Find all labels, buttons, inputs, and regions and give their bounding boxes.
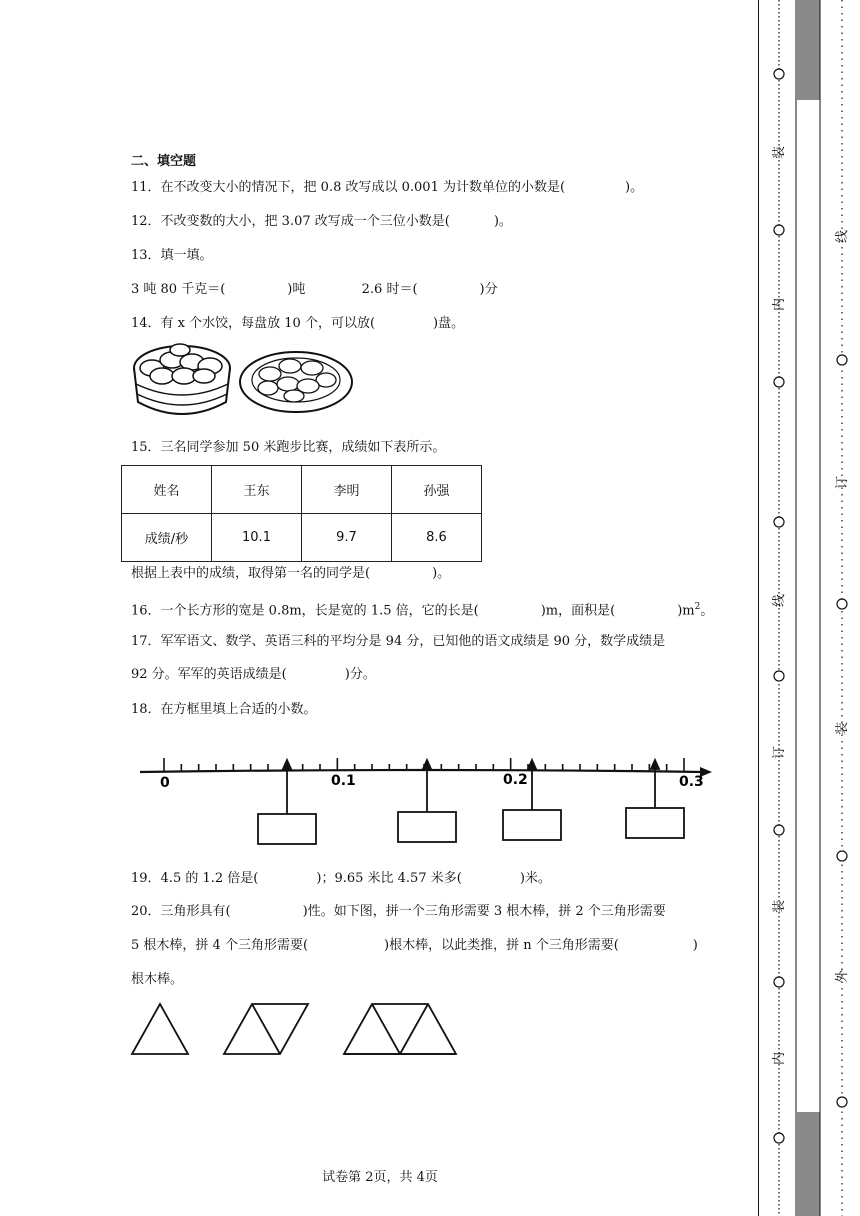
question-13-items	[131, 280, 498, 300]
q19-a: 4.5 的 1.2 倍是(	[160, 871, 259, 886]
tick-label-0: 0	[160, 775, 170, 791]
table-cell: 9.7	[302, 514, 392, 562]
question-18	[131, 700, 317, 720]
scores-table	[121, 465, 482, 562]
gray-bar-bottom	[796, 1112, 820, 1216]
q13-body: 填一填。	[160, 248, 213, 263]
question-20-line1	[131, 902, 666, 922]
table-cell: 李明	[302, 466, 392, 514]
binding-label: 内	[772, 1051, 787, 1065]
table-cell: 成绩/秒	[122, 514, 212, 562]
dumpling-plate-image	[238, 344, 356, 416]
gray-bar-top	[796, 0, 820, 100]
table-cell: 王东	[212, 466, 302, 514]
question-19	[131, 869, 551, 889]
binding-label: 装	[772, 145, 787, 159]
q14-num: 14．	[131, 316, 161, 331]
q20-line2a: 5 根木棒，拼 4 个三角形需要(	[131, 938, 309, 953]
q11-body: 在不改变大小的情况下，把 0.8 改写成以 0.001 为计数单位的小数是(	[160, 180, 566, 195]
q16-body: 一个长方形的宽是 0.8m，长是宽的 1.5 倍，它的长是(	[160, 603, 479, 619]
q20-line1: 20．三角形具有(	[131, 904, 231, 919]
table-row	[122, 466, 482, 514]
q16-end: )m	[677, 603, 695, 619]
q17-line2-post: )分。	[344, 667, 376, 682]
q13-b-pre: 2.6 时＝(	[361, 282, 418, 297]
q11-text: 11．	[131, 180, 161, 195]
q12-num: 12．	[131, 214, 161, 229]
number-line	[136, 740, 726, 850]
question-20-line3: 根木棒。	[131, 972, 184, 987]
binding-label: 订	[772, 745, 787, 759]
q16-sup: 2	[694, 602, 701, 612]
q16-num: 16．	[131, 603, 161, 619]
answer-box-2[interactable]	[398, 812, 456, 842]
question-14	[131, 314, 464, 334]
triangles-figure	[128, 1000, 468, 1060]
binding-label: 外	[835, 969, 850, 983]
binding-label: 线	[772, 593, 787, 607]
q17-line2-pre: 92 分。军军的英语成绩是(	[131, 667, 287, 682]
table-cell: 10.1	[212, 514, 302, 562]
binding-label: 装	[772, 899, 787, 913]
table-row	[122, 514, 482, 562]
q18-num: 18．	[131, 702, 161, 717]
answer-box-1[interactable]	[258, 814, 316, 844]
answer-box-3[interactable]	[503, 810, 561, 840]
q15-follow-end: )。	[432, 566, 451, 581]
q13-a-post: )吨	[287, 282, 306, 297]
q20-line1b: )性。如下图，拼一个三角形需要 3 根木棒，拼 2 个三角形需要	[302, 904, 666, 919]
binding-label: 线	[835, 229, 850, 243]
q16-tail: 。	[700, 603, 714, 619]
q16-mid: )m，面积是(	[540, 603, 616, 619]
binding-label: 内	[772, 297, 787, 311]
tick-label-0-2: 0.2	[503, 772, 528, 788]
q19-b: )；9.65 米比 4.57 米多(	[316, 871, 462, 886]
q11-end: )。	[625, 180, 644, 195]
q15-follow: 根据上表中的成绩，取得第一名的同学是(	[131, 566, 371, 581]
binding-label: 装	[835, 721, 850, 735]
q20-line2c: )	[692, 938, 698, 953]
question-12	[131, 212, 512, 232]
question-17-line1: 17．军军语文、数学、英语三科的平均分是 94 分，已知他的语文成绩是 90 分，数学成绩是	[131, 634, 666, 649]
q19-num: 19．	[131, 871, 161, 886]
table-cell: 姓名	[122, 466, 212, 514]
q18-body: 在方框里填上合适的小数。	[160, 702, 317, 717]
binding-label: 订	[835, 475, 850, 489]
question-16	[131, 597, 713, 621]
q14-body: 有 x 个水饺，每盘放 10 个，可以放(	[160, 316, 376, 331]
binding-margin	[758, 0, 860, 1216]
question-15	[131, 438, 445, 458]
table-cell: 孙强	[392, 466, 482, 514]
q15-body: 三名同学参加 50 米跑步比赛，成绩如下表所示。	[160, 440, 446, 455]
q12-end: )。	[493, 214, 512, 229]
dumpling-basket-image	[130, 340, 235, 422]
q19-c: )米。	[519, 871, 551, 886]
tick-label-0-3: 0.3	[679, 774, 704, 790]
q13-b-post: )分	[479, 282, 498, 297]
question-15-follow	[131, 564, 450, 584]
q13-num: 13．	[131, 248, 161, 263]
question-11	[131, 178, 643, 198]
q13-a-pre: 3 吨 80 千克＝(	[131, 282, 226, 297]
table-cell: 8.6	[392, 514, 482, 562]
q20-line2b: )根木棒，以此类推，拼 n 个三角形需要(	[384, 938, 619, 953]
q15-num: 15．	[131, 440, 161, 455]
page-footer: 试卷第 2页，共 4页	[322, 1170, 438, 1185]
tick-label-0-1: 0.1	[331, 773, 356, 789]
question-13	[131, 246, 213, 266]
q12-body: 不改变数的大小，把 3.07 改写成一个三位小数是(	[160, 214, 450, 229]
section-title: 二、填空题	[131, 154, 197, 169]
question-17-line2	[131, 665, 376, 685]
answer-box-4[interactable]	[626, 808, 684, 838]
q14-end: )盘。	[433, 316, 465, 331]
question-20-line2	[131, 936, 698, 956]
